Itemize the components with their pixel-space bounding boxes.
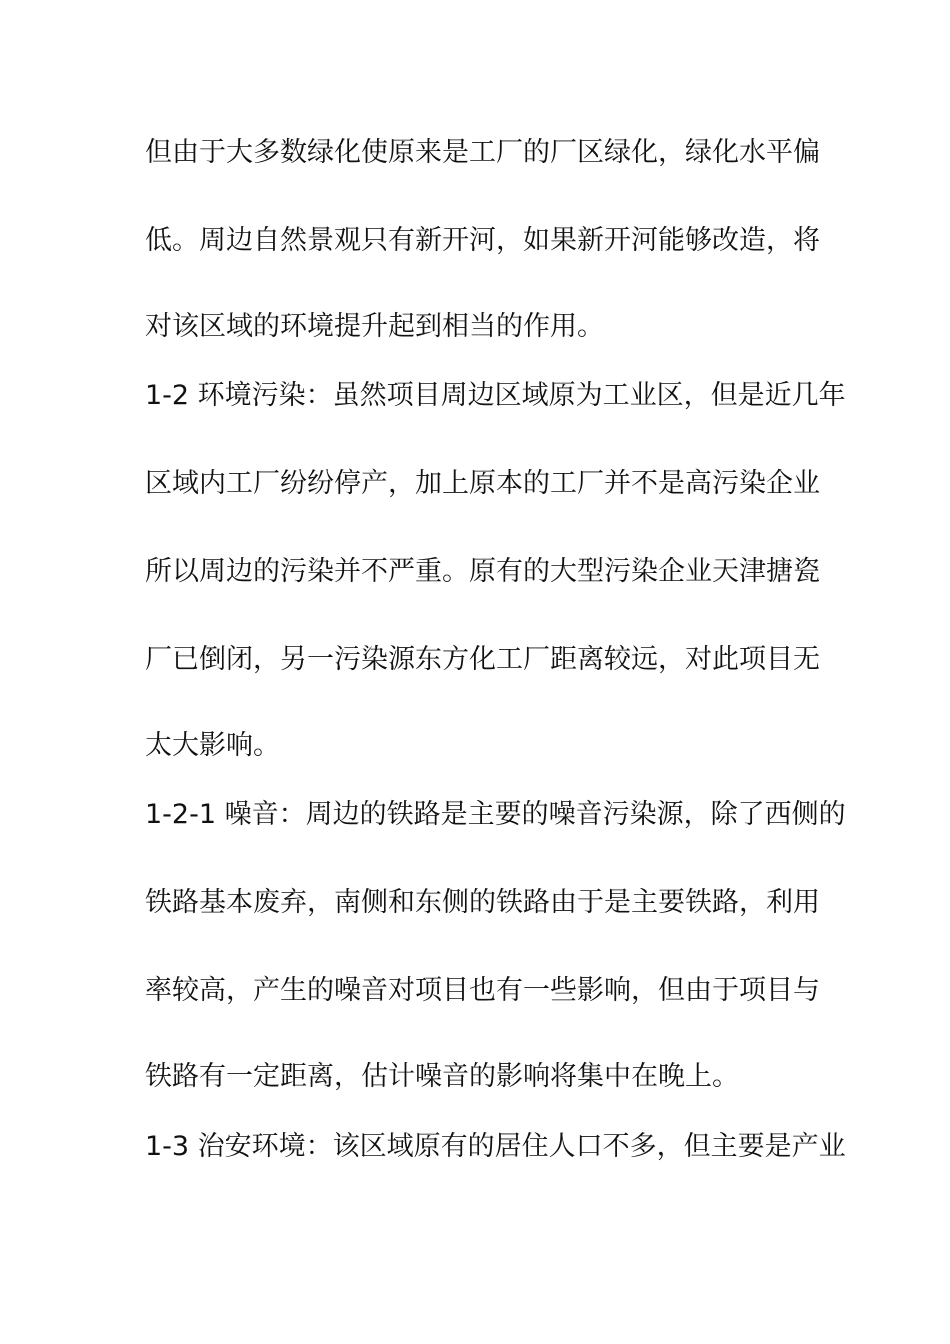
text-line-1: 但由于大多数绿化使原来是工厂的厂区绿化，绿化水平偏 bbox=[145, 137, 820, 168]
text-line-2: 低。周边自然景观只有新开河，如果新开河能够改造，将 bbox=[145, 225, 820, 256]
text-line-10: 铁路基本废弃，南侧和东侧的铁路由于是主要铁路，利用 bbox=[145, 887, 820, 918]
text-line-4: 1-2 环境污染：虽然项目周边区域原为工业区，但是近几年 bbox=[145, 380, 846, 411]
text-line-7: 厂已倒闭，另一污染源东方化工厂距离较远，对此项目无 bbox=[145, 644, 820, 675]
text-line-5: 区域内工厂纷纷停产，加上原本的工厂并不是高污染企业 bbox=[145, 468, 820, 499]
text-line-11: 率较高，产生的噪音对项目也有一些影响，但由于项目与 bbox=[145, 975, 820, 1006]
text-line-6: 所以周边的污染并不严重。原有的大型污染企业天津搪瓷 bbox=[145, 556, 820, 587]
text-line-3: 对该区域的环境提升起到相当的作用。 bbox=[145, 311, 604, 342]
text-line-13: 1-3 治安环境：该区域原有的居住人口不多，但主要是产业 bbox=[145, 1131, 846, 1162]
text-line-12: 铁路有一定距离，估计噪音的影响将集中在晚上。 bbox=[145, 1061, 739, 1092]
text-line-9: 1-2-1 噪音：周边的铁路是主要的噪音污染源，除了西侧的 bbox=[145, 799, 846, 830]
text-line-8: 太大影响。 bbox=[145, 730, 280, 761]
